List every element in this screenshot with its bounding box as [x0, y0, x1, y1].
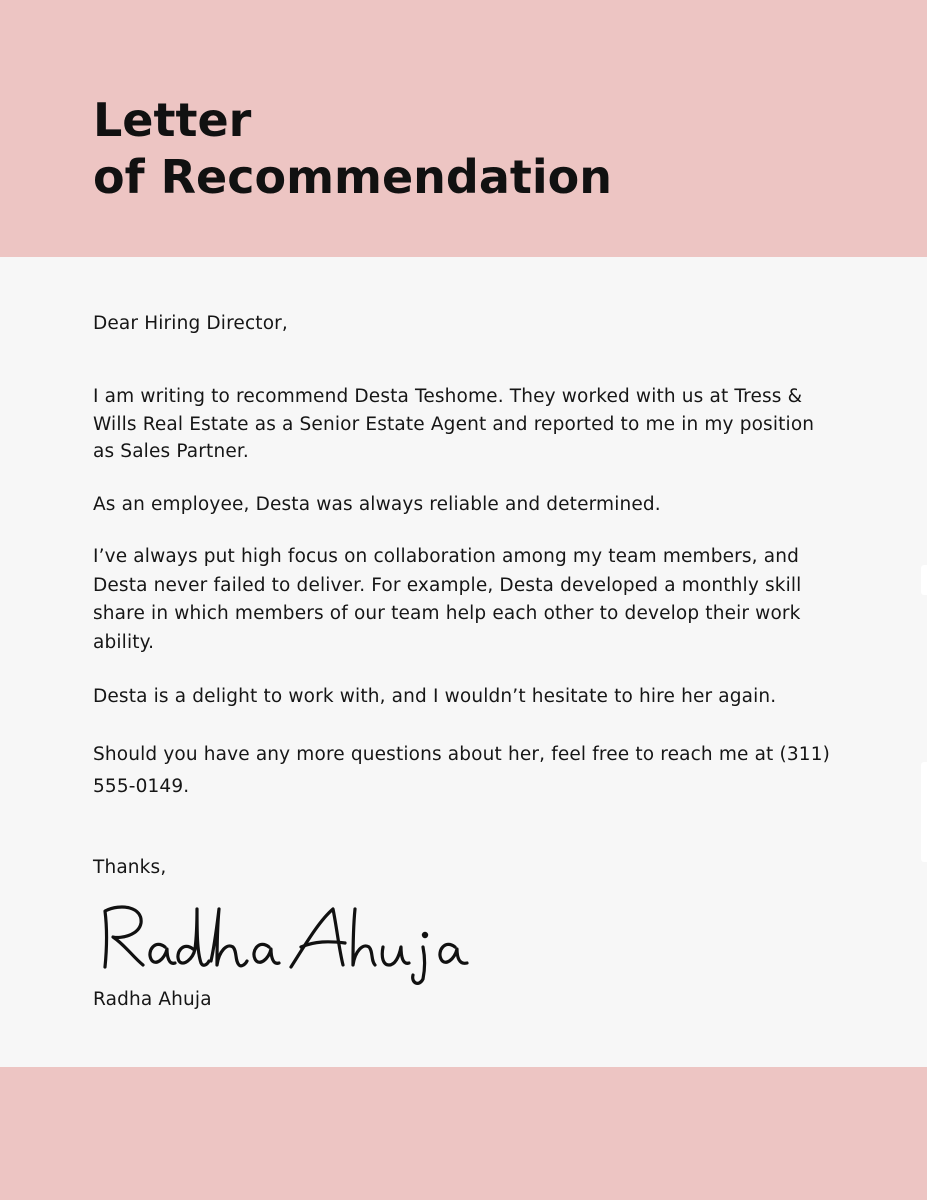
footer-band	[0, 1067, 927, 1200]
paragraph-reliability: As an employee, Desta was always reliable and determined.	[93, 494, 661, 515]
paragraph-collaboration: I’ve always put high focus on collaboration among my team members, and Desta never failed to deliver. For example, Desta developed a monthly skill share in which members of our team help each other to develop their work ability.	[93, 546, 802, 653]
page-title	[93, 92, 612, 206]
handwritten-signature	[93, 895, 493, 985]
title-line-1: Letter	[93, 93, 252, 147]
title-line-2: of Recommendation	[93, 150, 613, 204]
closing: Thanks,	[93, 857, 167, 878]
paragraph-contact: Should you have any more questions about her, feel free to reach me at (311) 555-0149.	[93, 744, 830, 797]
edge-decoration-lower	[921, 762, 927, 862]
signer-name: Radha Ahuja	[93, 989, 212, 1010]
salutation: Dear Hiring Director,	[93, 313, 288, 334]
paragraph-delight: Desta is a delight to work with, and I wouldn’t hesitate to hire her again.	[93, 686, 777, 707]
paragraph-intro: I am writing to recommend Desta Teshome. They worked with us at Tress & Wills Real Estate as a Senior Estate Agent and reported to me in my position as Sales Partner.	[93, 386, 815, 462]
edge-decoration	[921, 565, 927, 595]
header-band	[0, 0, 927, 257]
